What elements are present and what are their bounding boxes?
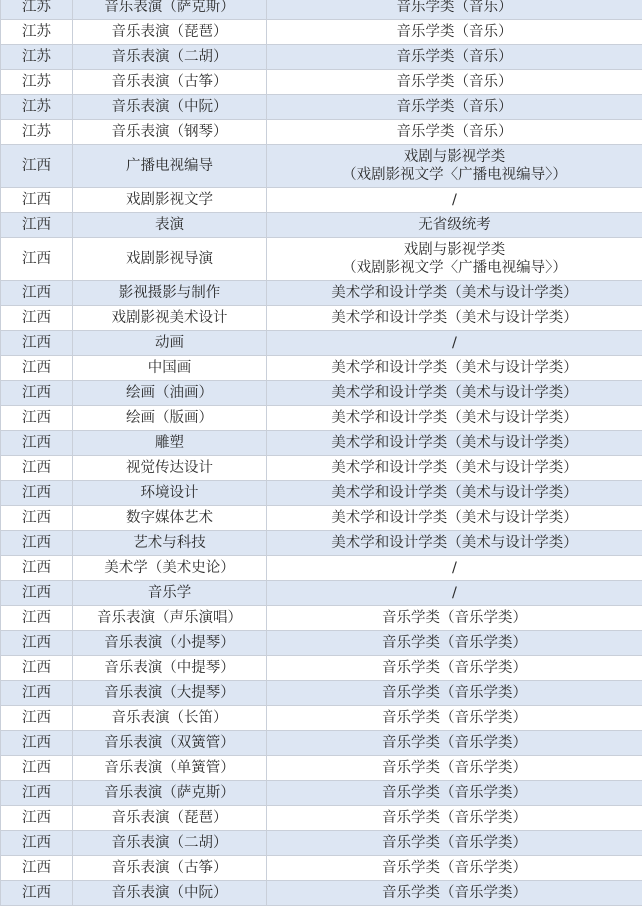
province-cell (1, 756, 73, 781)
major-cell (73, 381, 267, 406)
category-cell (267, 213, 642, 238)
category-text: / (452, 192, 457, 208)
table-row (1, 381, 642, 406)
province-cell (1, 188, 73, 213)
category-cell (267, 556, 642, 581)
major-cell (73, 581, 267, 606)
major-cell (73, 481, 267, 506)
table-row (1, 506, 642, 531)
category-cell (267, 45, 642, 70)
category-cell (267, 306, 642, 331)
major-text: 环境设计 (140, 485, 199, 501)
major-text: 音乐表演（长笛） (111, 710, 228, 726)
province-cell (1, 120, 73, 145)
major-cell (73, 806, 267, 831)
major-cell (73, 606, 267, 631)
major-cell (73, 356, 267, 381)
province-text: 江西 (22, 192, 51, 208)
major-cell (73, 0, 267, 20)
province-cell (1, 656, 73, 681)
table-row (1, 656, 642, 681)
category-cell (267, 431, 642, 456)
province-text: 江西 (22, 310, 51, 326)
province-cell (1, 631, 73, 656)
table-row (1, 188, 642, 213)
province-cell (1, 306, 73, 331)
major-text: 音乐表演（双簧管） (104, 735, 235, 751)
category-cell (267, 356, 642, 381)
major-text: 音乐表演（中阮） (111, 885, 228, 901)
table-row (1, 20, 642, 45)
table-row (1, 756, 642, 781)
province-cell (1, 706, 73, 731)
major-text: 音乐表演（古筝） (111, 74, 228, 90)
category-cell (267, 238, 642, 281)
major-text: 中国画 (147, 360, 192, 376)
province-text: 江西 (22, 635, 51, 651)
province-text: 江西 (22, 335, 51, 351)
table-row (1, 95, 642, 120)
category-cell (267, 681, 642, 706)
province-cell (1, 20, 73, 45)
major-text: 绘画（版画） (126, 410, 213, 426)
major-cell (73, 681, 267, 706)
category-text: 美术学和设计学类（美术与设计学类） (331, 460, 578, 476)
major-cell (73, 756, 267, 781)
province-text: 江苏 (22, 74, 51, 90)
major-cell (73, 456, 267, 481)
major-cell (73, 331, 267, 356)
province-text: 江西 (22, 285, 51, 301)
province-cell (1, 381, 73, 406)
province-text: 江西 (22, 585, 51, 601)
major-cell (73, 431, 267, 456)
major-cell (73, 706, 267, 731)
major-cell (73, 881, 267, 906)
major-cell (73, 45, 267, 70)
province-text: 江西 (22, 835, 51, 851)
table-row (1, 606, 642, 631)
major-text: 绘画（油画） (126, 385, 213, 401)
province-cell (1, 606, 73, 631)
category-cell (267, 781, 642, 806)
category-cell (267, 381, 642, 406)
major-text: 音乐表演（钢琴） (111, 124, 228, 140)
table-row (1, 806, 642, 831)
category-text: 音乐学类（音乐学类） (382, 885, 527, 901)
major-text: 雕塑 (155, 435, 184, 451)
category-cell (267, 95, 642, 120)
major-text: 艺术与科技 (133, 535, 206, 551)
category-cell (267, 281, 642, 306)
category-text: 音乐学类（音乐） (396, 99, 513, 115)
major-text: 表演 (155, 217, 184, 233)
category-text: 音乐学类（音乐学类） (382, 685, 527, 701)
province-text: 江西 (22, 610, 51, 626)
major-text: 戏剧影视导演 (126, 251, 213, 267)
table-body (1, 0, 642, 906)
major-text: 美术学（美术史论） (104, 560, 235, 576)
table-row (1, 581, 642, 606)
category-text: 美术学和设计学类（美术与设计学类） (331, 385, 578, 401)
table-row (1, 356, 642, 381)
category-text: 音乐学类（音乐学类） (382, 860, 527, 876)
province-text: 江西 (22, 410, 51, 426)
category-cell (267, 856, 642, 881)
major-text: 音乐表演（琵琶） (111, 810, 228, 826)
category-text: 美术学和设计学类（美术与设计学类） (331, 485, 578, 501)
category-text: 戏剧与影视学类 (403, 149, 506, 165)
category-cell (267, 481, 642, 506)
table-row (1, 331, 642, 356)
major-text: 音乐表演（二胡） (111, 49, 228, 65)
category-cell (267, 120, 642, 145)
table-row (1, 145, 642, 188)
province-cell (1, 95, 73, 120)
major-cell (73, 145, 267, 188)
table-row (1, 531, 642, 556)
province-cell (1, 531, 73, 556)
province-text: 江西 (22, 485, 51, 501)
major-text: 音乐学 (147, 585, 192, 601)
province-text: 江西 (22, 885, 51, 901)
category-text-line2: （戏剧影视文学〈广播电视编导〉） (342, 167, 567, 183)
major-cell (73, 531, 267, 556)
province-text: 江西 (22, 785, 51, 801)
province-cell (1, 356, 73, 381)
major-text: 视觉传达设计 (126, 460, 213, 476)
province-text: 江西 (22, 360, 51, 376)
table-row (1, 70, 642, 95)
major-text: 音乐表演（萨克斯） (104, 785, 235, 801)
table-row (1, 556, 642, 581)
province-cell (1, 281, 73, 306)
province-text: 江西 (22, 217, 51, 233)
table-row (1, 120, 642, 145)
table-row (1, 406, 642, 431)
province-text: 江西 (22, 385, 51, 401)
major-cell (73, 631, 267, 656)
province-text: 江苏 (22, 124, 51, 140)
category-text: 无省级统考 (418, 217, 491, 233)
table-row (1, 238, 642, 281)
category-cell (267, 506, 642, 531)
major-cell (73, 70, 267, 95)
province-text: 江西 (22, 810, 51, 826)
province-text: 江西 (22, 860, 51, 876)
category-text: / (452, 335, 457, 351)
province-cell (1, 481, 73, 506)
category-text: 音乐学类（音乐） (396, 24, 513, 40)
province-cell (1, 70, 73, 95)
category-text: 美术学和设计学类（美术与设计学类） (331, 310, 578, 326)
province-cell (1, 213, 73, 238)
category-text: 音乐学类（音乐） (396, 124, 513, 140)
major-text: 音乐表演（二胡） (111, 835, 228, 851)
category-text: 美术学和设计学类（美术与设计学类） (331, 435, 578, 451)
province-text: 江西 (22, 158, 51, 174)
category-text: 音乐学类（音乐） (396, 74, 513, 90)
province-text: 江西 (22, 685, 51, 701)
category-text: 音乐学类（音乐学类） (382, 635, 527, 651)
province-cell (1, 556, 73, 581)
major-text: 动画 (155, 335, 184, 351)
category-cell (267, 456, 642, 481)
major-cell (73, 656, 267, 681)
category-text: 音乐学类（音乐学类） (382, 710, 527, 726)
province-cell (1, 45, 73, 70)
category-text: 音乐学类（音乐） (396, 49, 513, 65)
major-cell (73, 856, 267, 881)
category-text-line2: （戏剧影视文学〈广播电视编导〉） (342, 260, 567, 276)
province-cell (1, 681, 73, 706)
province-text: 江西 (22, 510, 51, 526)
category-text: 音乐学类（音乐学类） (382, 810, 527, 826)
province-text: 江西 (22, 251, 51, 267)
province-cell (1, 406, 73, 431)
major-cell (73, 213, 267, 238)
province-cell (1, 581, 73, 606)
category-text: 音乐学类（音乐学类） (382, 610, 527, 626)
province-cell (1, 731, 73, 756)
major-text: 广播电视编导 (126, 158, 213, 174)
province-cell (1, 431, 73, 456)
major-cell (73, 781, 267, 806)
category-cell (267, 581, 642, 606)
major-text: 音乐表演（单簧管） (104, 760, 235, 776)
major-cell (73, 731, 267, 756)
category-text: 音乐学类（音乐学类） (382, 760, 527, 776)
category-text: 戏剧与影视学类 (403, 242, 506, 258)
province-text: 江西 (22, 710, 51, 726)
category-cell (267, 806, 642, 831)
major-cell (73, 506, 267, 531)
major-cell (73, 281, 267, 306)
table-row (1, 881, 642, 906)
province-text: 江苏 (22, 0, 51, 15)
province-cell (1, 238, 73, 281)
category-cell (267, 70, 642, 95)
table-row (1, 306, 642, 331)
major-cell (73, 120, 267, 145)
table-row (1, 781, 642, 806)
category-text: 音乐学类（音乐学类） (382, 785, 527, 801)
category-cell (267, 656, 642, 681)
province-cell (1, 781, 73, 806)
major-text: 数字媒体艺术 (126, 510, 213, 526)
major-text: 音乐表演（古筝） (111, 860, 228, 876)
province-text: 江西 (22, 560, 51, 576)
major-cell (73, 20, 267, 45)
table-row (1, 831, 642, 856)
province-text: 江西 (22, 735, 51, 751)
table-row (1, 706, 642, 731)
major-text: 音乐表演（中提琴） (104, 660, 235, 676)
table-row (1, 631, 642, 656)
major-cell (73, 238, 267, 281)
major-text: 影视摄影与制作 (118, 285, 221, 301)
province-cell (1, 856, 73, 881)
table-row (1, 45, 642, 70)
category-text: 美术学和设计学类（美术与设计学类） (331, 410, 578, 426)
category-text: 美术学和设计学类（美术与设计学类） (331, 535, 578, 551)
category-text: 音乐学类（音乐） (396, 0, 513, 15)
table-row (1, 213, 642, 238)
province-cell (1, 0, 73, 20)
major-text: 音乐表演（小提琴） (104, 635, 235, 651)
province-text: 江苏 (22, 99, 51, 115)
major-cell (73, 406, 267, 431)
category-cell (267, 20, 642, 45)
category-cell (267, 881, 642, 906)
province-text: 江西 (22, 760, 51, 776)
province-cell (1, 456, 73, 481)
category-text: 美术学和设计学类（美术与设计学类） (331, 510, 578, 526)
major-cell (73, 831, 267, 856)
province-text: 江西 (22, 460, 51, 476)
table-row (1, 681, 642, 706)
major-text: 音乐表演（中阮） (111, 99, 228, 115)
category-cell (267, 756, 642, 781)
province-cell (1, 831, 73, 856)
category-text: 音乐学类（音乐学类） (382, 735, 527, 751)
province-text: 江西 (22, 435, 51, 451)
table-row (1, 0, 642, 20)
table-row (1, 281, 642, 306)
category-cell (267, 706, 642, 731)
province-text: 江苏 (22, 24, 51, 40)
province-cell (1, 145, 73, 188)
table-row (1, 456, 642, 481)
category-cell (267, 531, 642, 556)
category-cell (267, 831, 642, 856)
table-row (1, 856, 642, 881)
table-row (1, 731, 642, 756)
table-row (1, 431, 642, 456)
category-text: 美术学和设计学类（美术与设计学类） (331, 360, 578, 376)
category-cell (267, 631, 642, 656)
category-text: / (452, 585, 457, 601)
category-cell (267, 406, 642, 431)
major-cell (73, 306, 267, 331)
major-cell (73, 188, 267, 213)
province-text: 江西 (22, 535, 51, 551)
category-cell (267, 0, 642, 20)
major-text: 音乐表演（大提琴） (104, 685, 235, 701)
category-cell (267, 145, 642, 188)
province-text: 江西 (22, 660, 51, 676)
category-text: 音乐学类（音乐学类） (382, 835, 527, 851)
major-text: 戏剧影视文学 (126, 192, 213, 208)
province-cell (1, 881, 73, 906)
major-cell (73, 556, 267, 581)
category-text: 美术学和设计学类（美术与设计学类） (331, 285, 578, 301)
category-cell (267, 188, 642, 213)
table-row (1, 481, 642, 506)
category-cell (267, 331, 642, 356)
category-cell (267, 606, 642, 631)
category-cell (267, 731, 642, 756)
major-cell (73, 95, 267, 120)
category-text: / (452, 560, 457, 576)
major-text: 音乐表演（声乐演唱） (97, 610, 242, 626)
province-cell (1, 806, 73, 831)
major-text: 戏剧影视美术设计 (111, 310, 228, 326)
province-cell (1, 506, 73, 531)
province-cell (1, 331, 73, 356)
major-text: 音乐表演（琵琶） (111, 24, 228, 40)
province-text: 江苏 (22, 49, 51, 65)
major-text: 音乐表演（萨克斯） (104, 0, 235, 15)
category-text: 音乐学类（音乐学类） (382, 660, 527, 676)
